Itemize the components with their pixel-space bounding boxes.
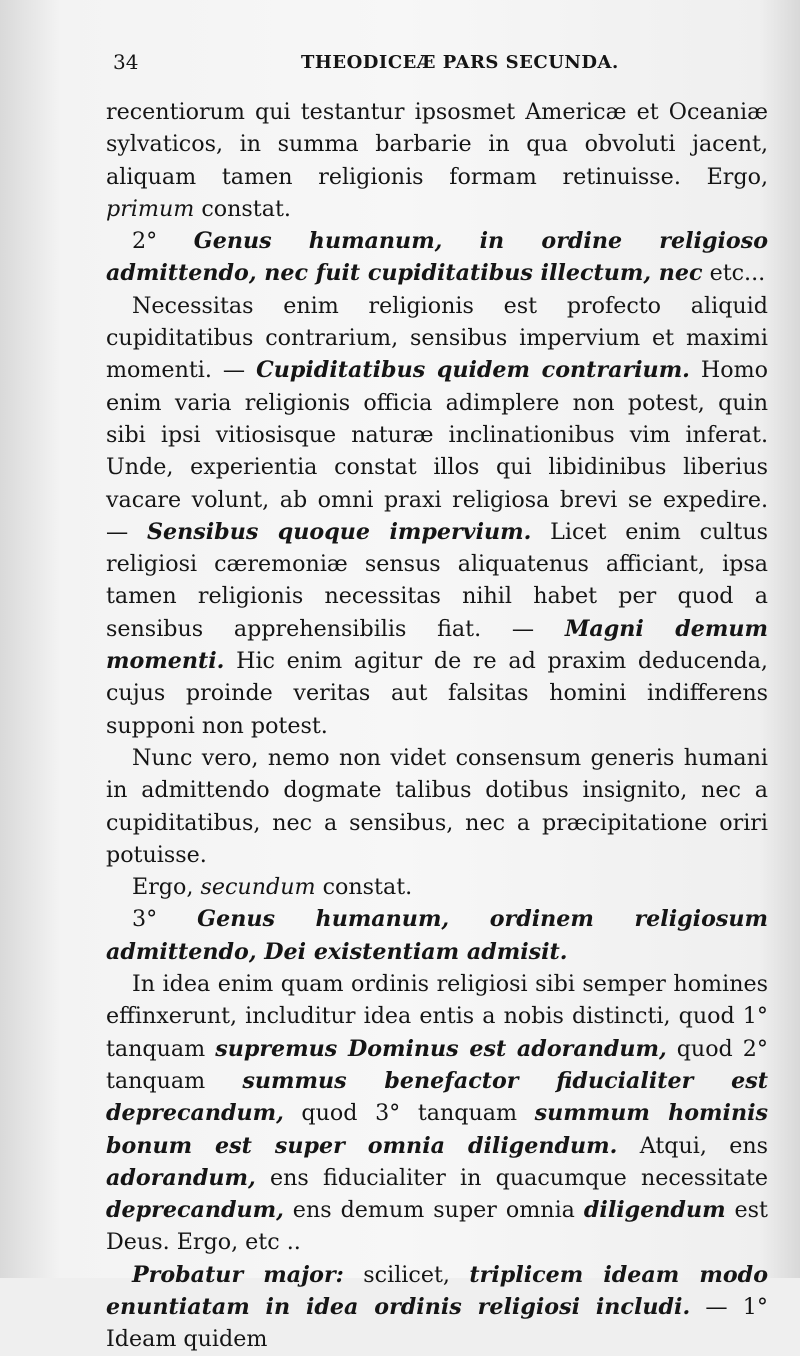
emphasis-text: secundum (200, 874, 316, 901)
emphasis-text: Genus humanum, ordinem religiosum admittendo, Dei existentiam admisit. (106, 906, 768, 965)
emphasis-text: summus benefactor fiducialiter est deprecandum, (106, 1067, 769, 1127)
emphasis-text: triplicem ideam modo enuntiatam in idea ordinis religiosi includi. (106, 1261, 768, 1320)
paragraph (106, 290, 768, 742)
paragraph-text: Ergo, (132, 874, 201, 901)
paragraph-text: Nunc vero, nemo non videt consensum generis humani in admittendo dogmate talibus dotibus insignito, nec a cupiditatibus, nec a sensibus, nec a præcipitatione oriri potuisse. (106, 744, 768, 868)
emphasis-text: supremus Dominus est adorandum, (215, 1035, 667, 1062)
paragraph-text: etc... (702, 260, 766, 287)
paragraph-text: 3° (132, 906, 198, 933)
paragraph-text: Licet enim cultus religiosi cæremoniæ sensus aliquatenus afficiant, ipsa tamen religionis necessitas nihil habet per quod a sensibus apprehensibilis fiat. — (106, 518, 768, 642)
paragraph (106, 742, 768, 871)
paragraph (106, 1259, 768, 1356)
paragraph-text: Atqui, ens (617, 1132, 768, 1159)
emphasis-text: diligendum (583, 1197, 726, 1224)
page-header (113, 50, 800, 80)
paragraph-text: — 1° Ideam quidem (106, 1293, 768, 1353)
paragraph-text: est Deus. Ergo, etc .. (106, 1197, 768, 1256)
paragraph-text: constat. (315, 874, 413, 901)
paragraph-text: constat. (194, 195, 291, 222)
emphasis-text: summum hominis bonum est super omnia diligendum. (106, 1100, 769, 1159)
emphasis-text: Genus humanum, in ordine religioso admittendo, nec fuit cupiditatibus illectum, nec (106, 228, 768, 287)
emphasis-text: deprecandum, (106, 1197, 284, 1224)
paragraph (106, 225, 768, 290)
emphasis-text: Sensibus quoque impervium. (146, 518, 532, 545)
body-text (106, 96, 768, 1356)
paragraph-text: quod 2° tanquam (106, 1035, 768, 1094)
paragraph-text: quod 3° tanquam (283, 1100, 535, 1127)
paragraph-text: recentiorum qui testantur ipsosmet Americæ et Oceaniæ sylvaticos, in summa barbarie in qua obvoluti jacent, aliquam tamen religionis formam retinuisse. Ergo, (106, 99, 768, 190)
emphasis-text: primum (106, 195, 195, 222)
paragraph (106, 871, 768, 903)
paragraph-text: 2° (132, 228, 194, 255)
paragraph-text: In idea enim quam ordinis religiosi sibi semper homines effinxerunt, includitur idea entis a nobis distincti, quod 1° tanquam (106, 971, 768, 1062)
paragraph-text: scilicet, (343, 1261, 470, 1288)
emphasis-text: adorandum, (106, 1164, 256, 1191)
running-head: THEODICEÆ PARS SECUNDA. (301, 52, 619, 73)
emphasis-text: Probatur major: (132, 1261, 344, 1288)
paragraph-text: Necessitas enim religionis est profecto aliquid cupiditatibus contrarium, sensibus impervium et maximi momenti. — (106, 292, 768, 384)
paragraph-text: ens fiducialiter in quacumque necessitate (255, 1164, 768, 1191)
paragraph (106, 968, 768, 1259)
page-number: 34 (113, 50, 139, 74)
paragraph-text: ens demum super omnia (283, 1197, 584, 1224)
paragraph-text: Homo enim varia religionis officia adimplere non potest, quin sibi ipsi vitiosisque naturæ inclinationibus vim inferat. Unde, experientia constat illos qui libidinibus liberius vacare volunt, ab omni praxi religiosa brevi se expedire. — (106, 357, 768, 545)
emphasis-text: Cupiditatibus quidem contrarium. (256, 357, 690, 384)
paragraph (106, 903, 768, 968)
paragraph (106, 96, 768, 225)
emphasis-text: Magni demum momenti. (106, 615, 768, 675)
paragraph-text: Hic enim agitur de re ad praxim deducenda, cujus proinde veritas aut falsitas homini indifferens supponi non potest. (106, 648, 768, 739)
